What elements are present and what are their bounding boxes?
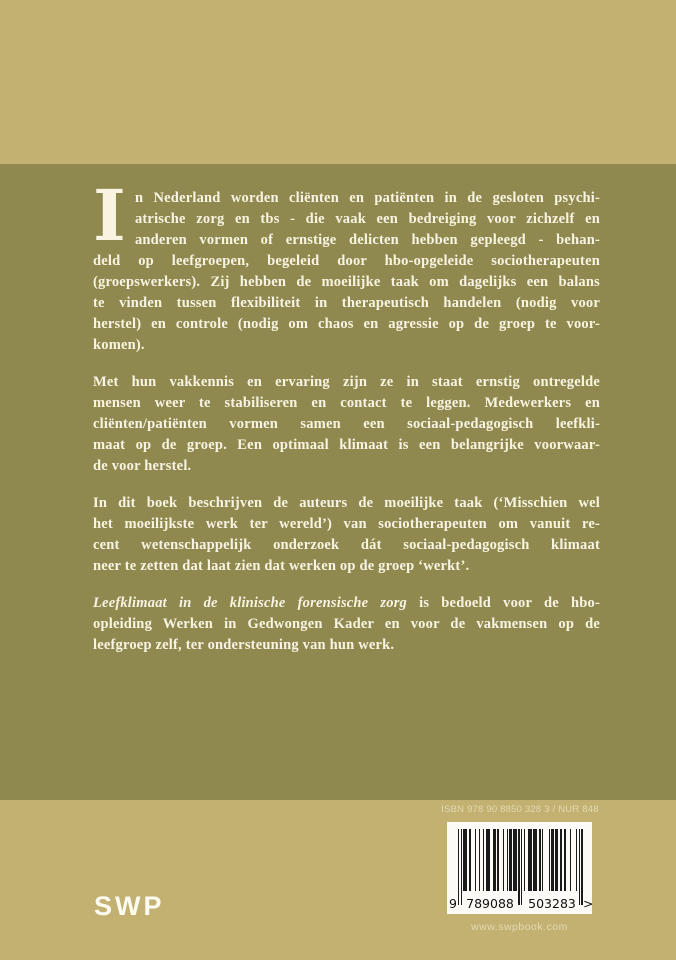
website-url: www.swpbook.com <box>471 921 568 933</box>
text-line: maat op de groep. Een optimaal klimaat is een belangrijke voorwaar- <box>93 437 600 453</box>
text-segment: is bedoeld voor de hbo- <box>407 595 600 611</box>
barcode-bars <box>458 829 583 905</box>
paragraph-4 <box>93 593 600 656</box>
publisher-logo: SWP <box>94 891 165 921</box>
paragraph-1 <box>93 174 600 356</box>
barcode <box>447 822 592 914</box>
text-line: leefgroep zelf, ter ondersteuning van hun werk. <box>93 637 395 653</box>
barcode-digits-group1: 789088 <box>463 897 517 910</box>
top-band <box>0 0 676 164</box>
text-line: (groepswerkers). Zij hebben de moeilijke taak om dagelijks een balans <box>93 274 600 290</box>
text-line: n Nederland worden cliënten en patiënten in de gesloten psychi- <box>134 190 600 206</box>
text-line: anderen vormen of ernstige delicten hebben gepleegd - behan- <box>134 232 600 248</box>
drop-cap: I <box>93 174 126 257</box>
barcode-digit-left: 9 <box>449 896 457 911</box>
back-cover-text <box>93 174 600 672</box>
paragraph-3 <box>93 493 600 577</box>
text-line: Met hun vakkennis en ervaring zijn ze in staat ernstig ontregelde <box>93 374 600 390</box>
text-line: de voor herstel. <box>93 458 192 474</box>
text-line: deld op leefgroepen, begeleid door hbo-opgeleide sociotherapeuten <box>93 253 600 269</box>
text-line: cent wetenschappelijk onderzoek dát sociaal-pedagogisch klimaat <box>93 537 600 553</box>
paragraph-2 <box>93 372 600 477</box>
text-line: mensen weer te stabiliseren en contact te leggen. Medewerkers en <box>93 395 600 411</box>
text-line: cliënten/patiënten vormen samen een sociaal-pedagogisch leefkli- <box>93 416 600 432</box>
text-line: opleiding Werken in Gedwongen Kader en voor de vakmensen op de <box>93 616 600 632</box>
text-line <box>93 593 600 614</box>
text-line: In dit boek beschrijven de auteurs de moeilijke taak (‘Misschien wel <box>93 495 600 511</box>
text-line: het moeilijkste werk ter wereld’) van sociotherapeuten om vanuit re- <box>93 516 600 532</box>
isbn-text: ISBN 978 90 8850 328 3 / NUR 848 <box>441 804 599 815</box>
text-line: atrische zorg en tbs - die vaak een bedreiging voor zichzelf en <box>134 211 600 227</box>
text-line: te vinden tussen flexibiliteit in therapeutisch handelen (nodig voor <box>93 295 600 311</box>
barcode-chevron: > <box>583 896 594 911</box>
book-title-italic: Leefklimaat in de klinische forensische zorg <box>93 595 408 611</box>
text-line: komen). <box>93 337 145 353</box>
text-line: herstel) en controle (nodig om chaos en agressie op de groep te voor- <box>93 316 600 332</box>
barcode-digits-group2: 503283 <box>525 897 579 910</box>
text-line: neer te zetten dat laat zien dat werken op de groep ‘werkt’. <box>93 558 470 574</box>
